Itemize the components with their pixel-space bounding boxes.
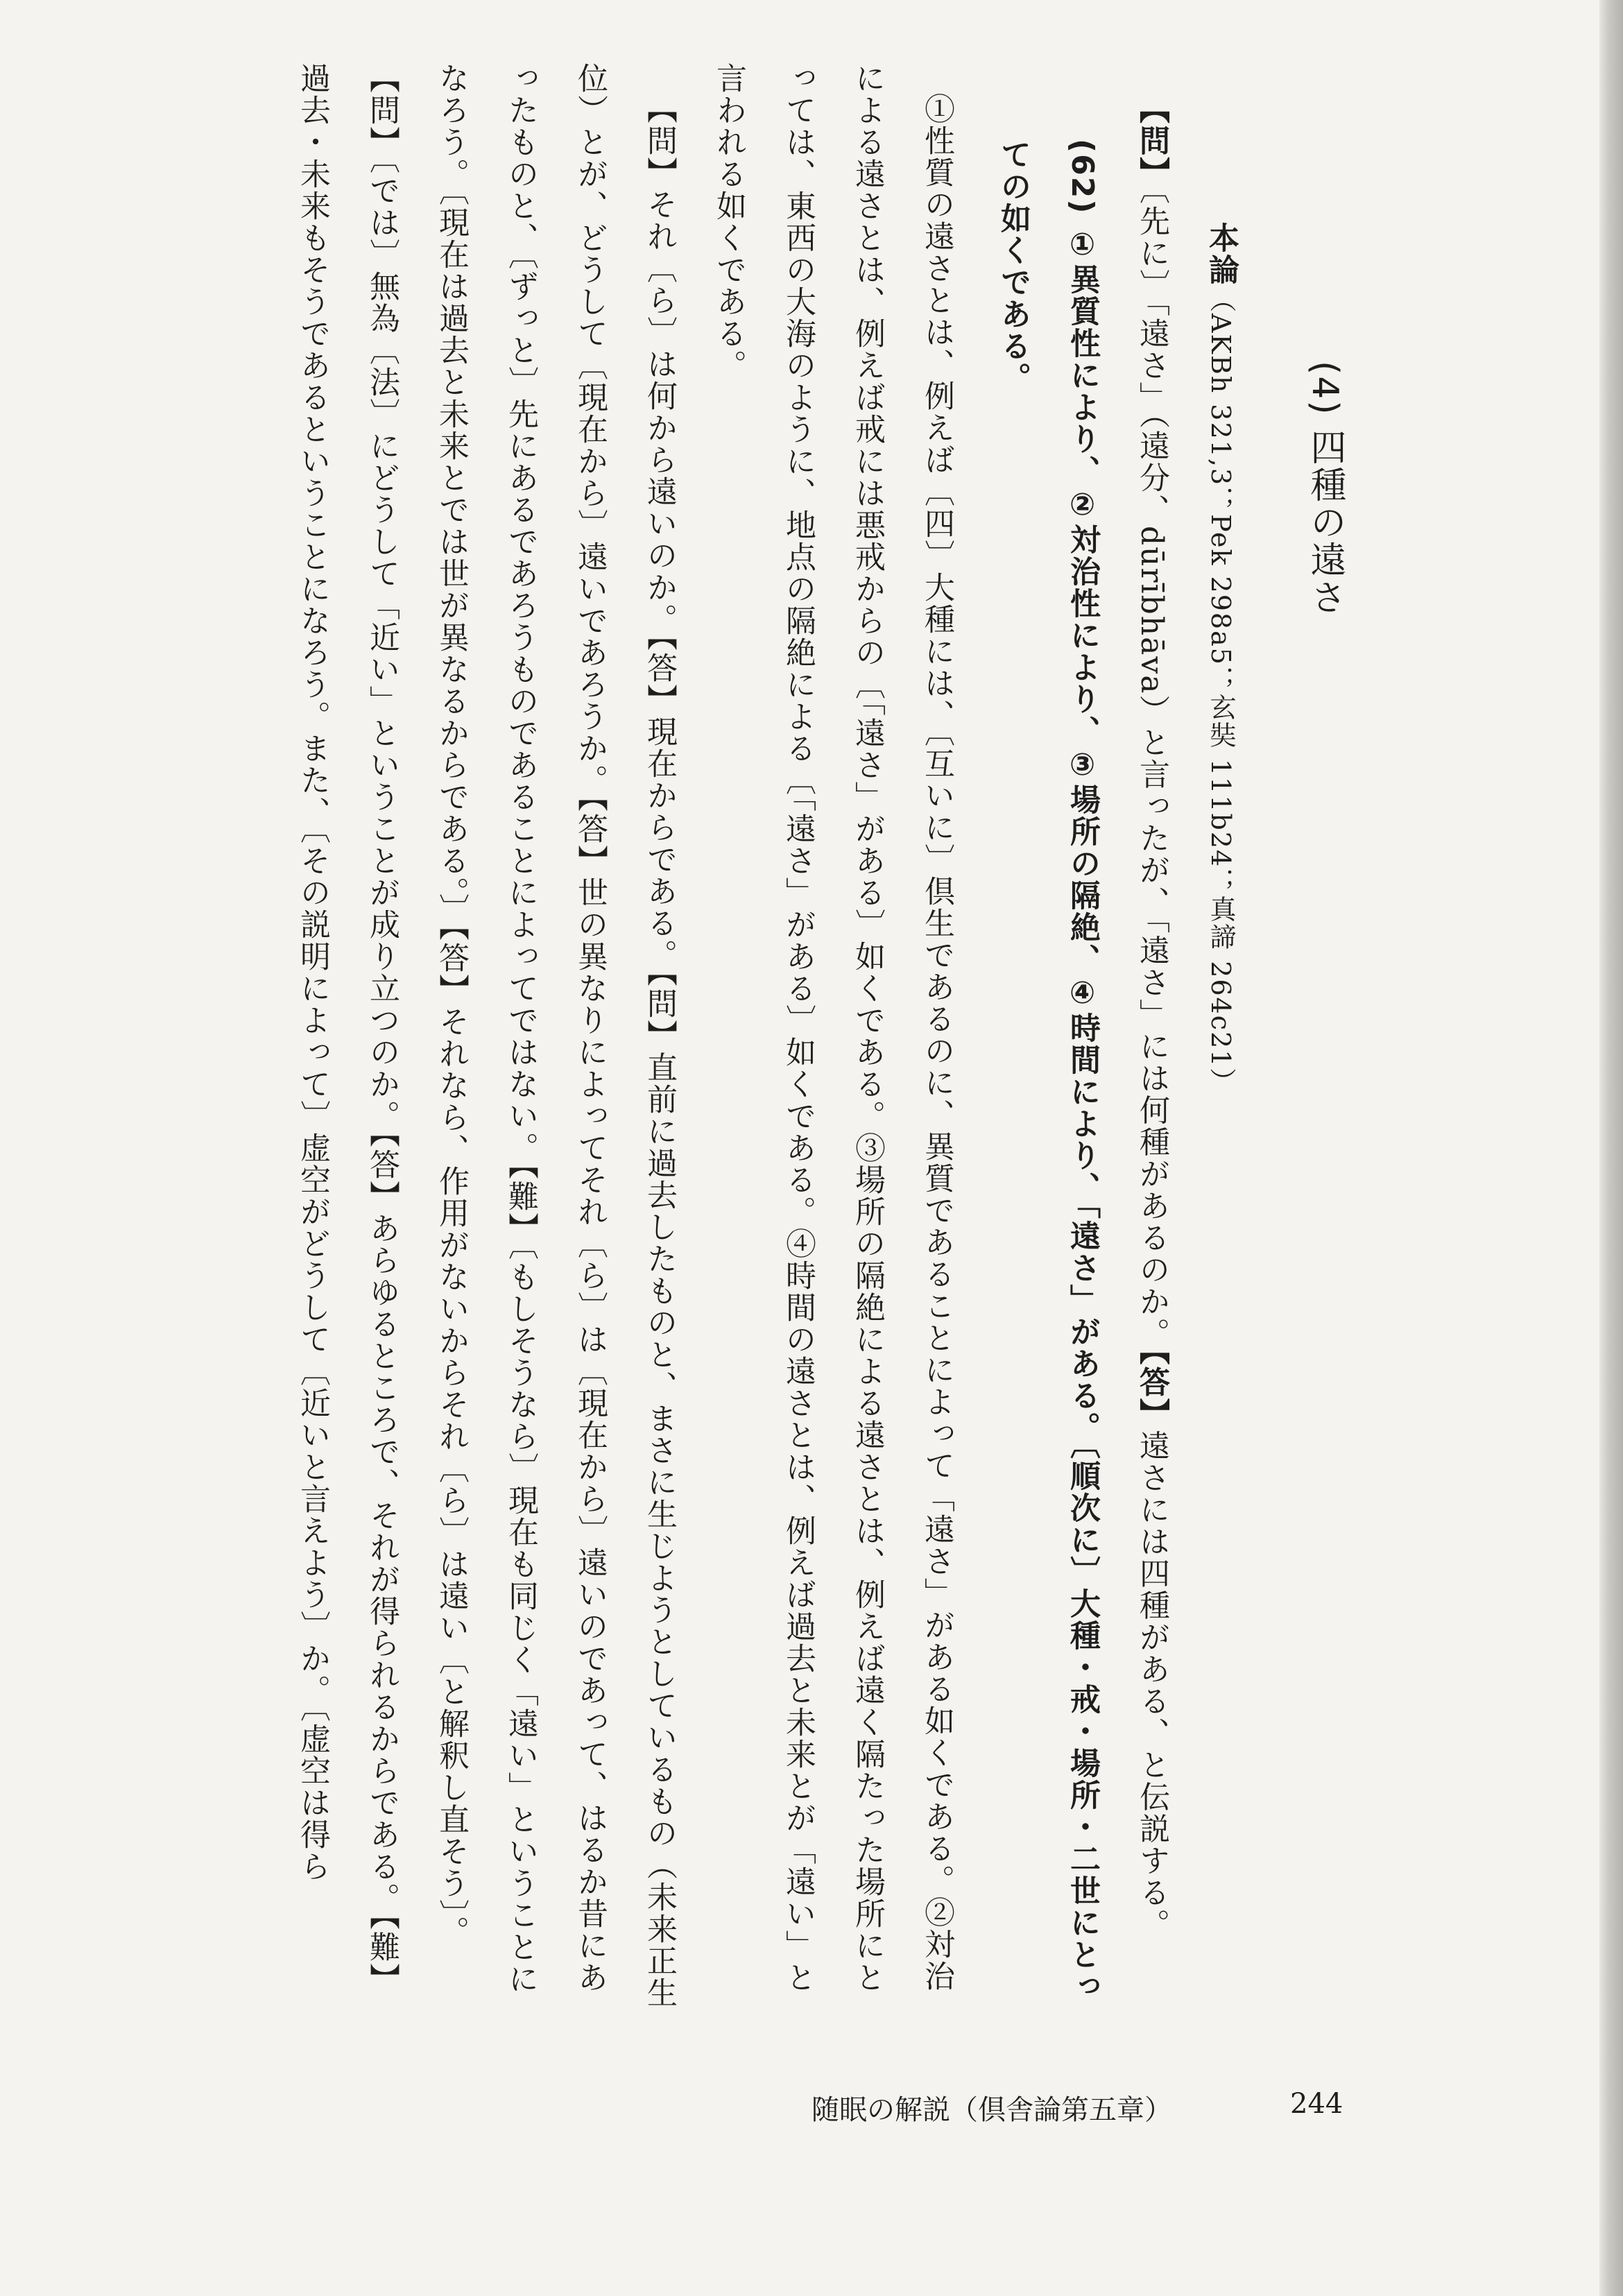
- verse-62: (62) ①異質性により、②対治性により、③場所の隔絶、④時間により、「遠さ」がある。〔順次に〕大種・戒・場所・二世にとっての如くである。: [995, 139, 1100, 2003]
- question-intro: [1117, 62, 1186, 2012]
- question-marker: 【問】: [1134, 93, 1169, 189]
- citation-text: （AKBh 321,3；Pek 298a5；玄奘 111b24；真諦 264c21）: [1205, 286, 1236, 1096]
- paragraph-dialogue: 【問】それ〔ら〕は何から遠いのか。【答】現在からである。【問】直前に過去したものと、まさに生じようとしているもの（未来正生位）とが、どうして〔現在から〕遠いであろうか。【答】世の異なりによってそれ〔ら〕は〔現在から〕遠いのであって、はるか昔にあったものと、〔ずっと〕先にあるであろうものであることによってではない。【難】〔もしそうなら〕現在も同じく「遠い」ということになろう。〔現在は過去と未来とでは世が異なるからである。〕【答】それなら、作用がないからそれ〔ら〕は遠い〔と解釈し直そう〕。【問】〔では〕無為〔法〕にどうして「近い」ということが成り立つのか。【答】あらゆるところで、それが得られるからである。【難】過去・未来もそうであるということになろう。また、〔その説明によって〕虚空がどうして〔近いと言えよう〕か。〔虚空は得ら: [295, 62, 677, 2009]
- answer-marker: 【答】: [1134, 1349, 1169, 1430]
- citation-line: [1186, 62, 1255, 2012]
- running-footer-title: 随眠の解説（倶舎論第五章）: [812, 2094, 1172, 2126]
- vertical-text-block: [0, 62, 1359, 2012]
- page-number: 244: [1290, 2088, 1343, 2120]
- scan-edge-shadow: [1599, 0, 1623, 2296]
- section-heading: (4) 四種の遠さ: [1304, 361, 1346, 617]
- question-text: 〔先に〕「遠さ」（遠分、dūrībhāva）と言ったが、「遠さ」には何種があるのか。: [1134, 189, 1169, 1350]
- paragraph-four-distances: ①性質の遠さとは、例えば〔四〕大種には、〔互いに〕倶生であるのに、異質であることによって「遠さ」がある如くである。②対治による遠さとは、例えば戒には悪戒からの〔「遠さ」がある〕如くである。③場所の隔絶による遠さとは、例えば遠く隔たった場所にとっては、東西の大海のように、地点の隔絶による〔「遠さ」がある〕如くである。④時間の遠さとは、例えば過去と未来とが「遠い」と言われる如くである。: [711, 62, 954, 1994]
- answer-text: 遠さには四種がある、と伝説する。: [1134, 1430, 1169, 1941]
- citation-label: 本論: [1203, 222, 1239, 286]
